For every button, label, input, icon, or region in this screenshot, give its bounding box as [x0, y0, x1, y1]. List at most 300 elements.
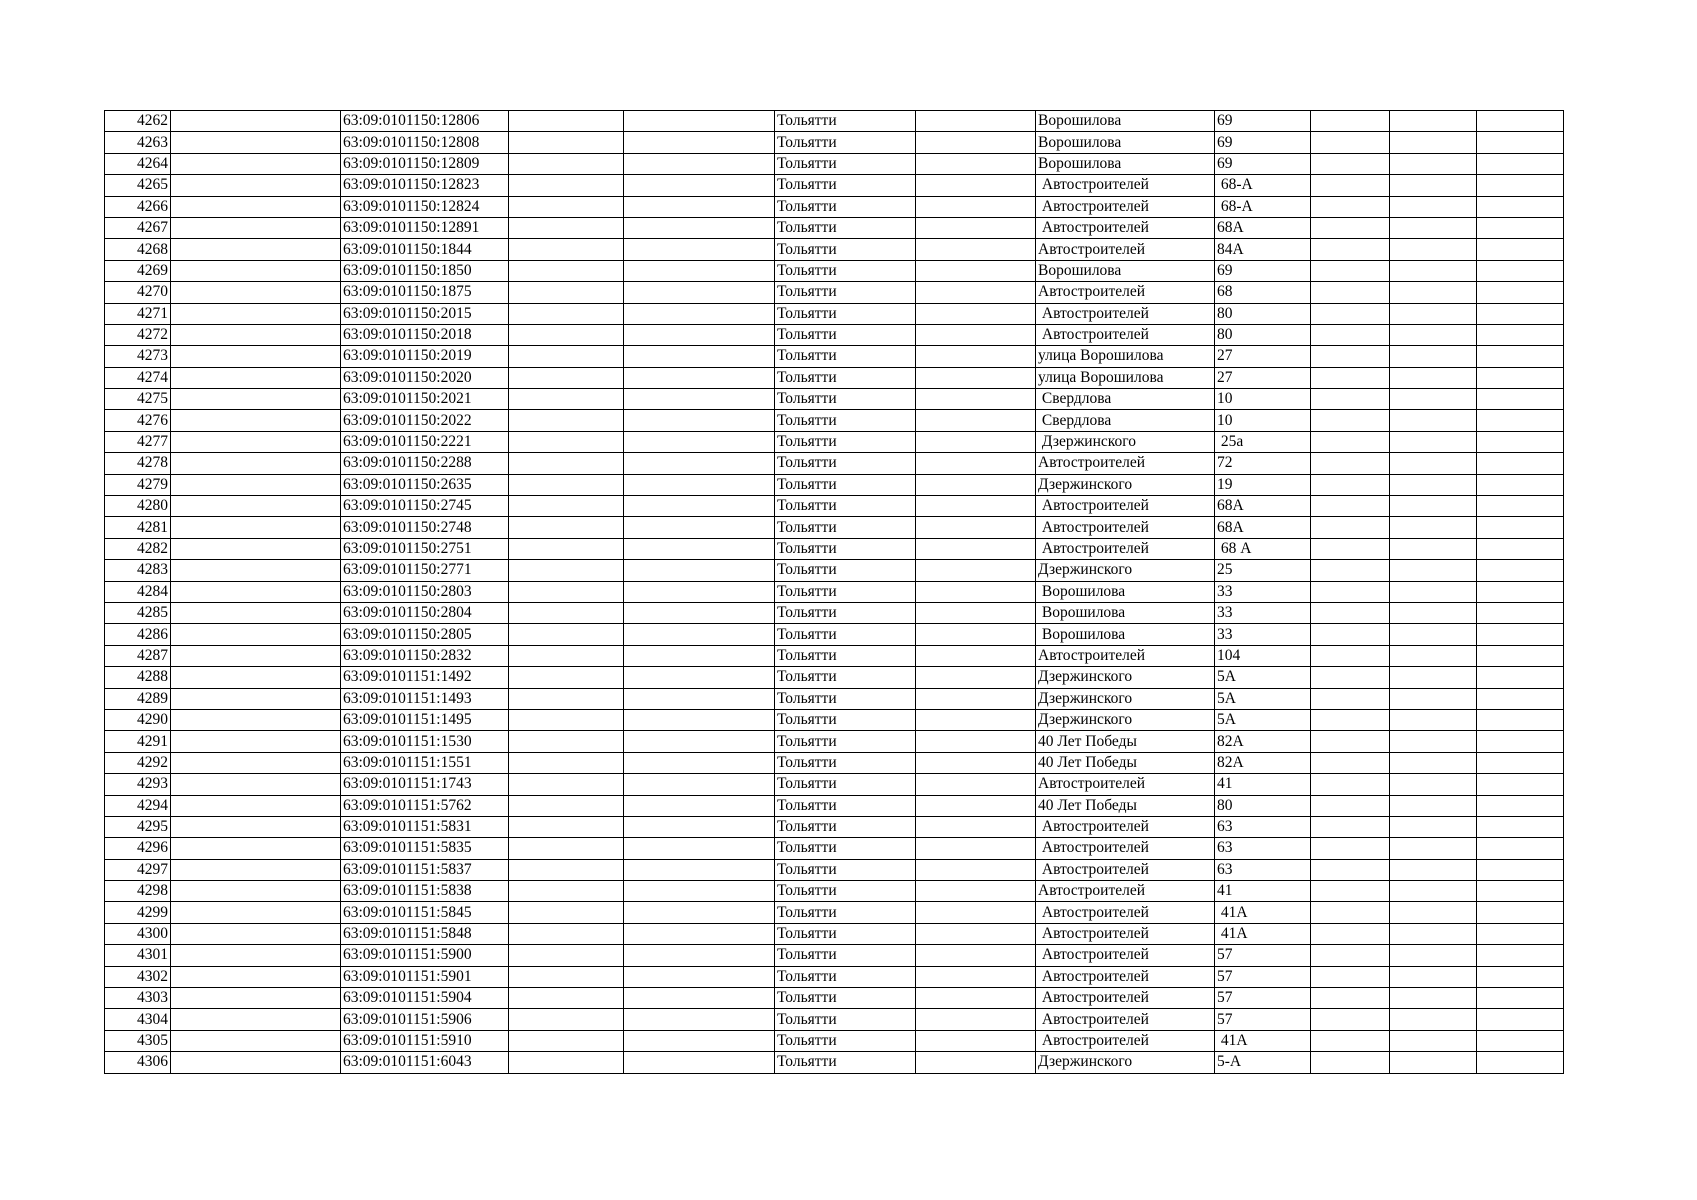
empty-cell	[916, 217, 1036, 238]
empty-cell	[1390, 496, 1477, 517]
city-cell: Тольятти	[775, 752, 916, 773]
cadastral-number-cell: 63:09:0101150:2771	[341, 560, 509, 581]
empty-cell	[509, 175, 624, 196]
table-row	[105, 731, 1564, 752]
empty-cell	[1477, 560, 1564, 581]
empty-cell	[509, 581, 624, 602]
empty-cell	[624, 731, 775, 752]
house-number-cell: 41	[1215, 881, 1311, 902]
table-row	[105, 709, 1564, 730]
empty-cell	[1390, 474, 1477, 495]
empty-cell	[509, 667, 624, 688]
empty-cell	[1311, 153, 1390, 174]
table-row	[105, 560, 1564, 581]
empty-cell	[1477, 474, 1564, 495]
empty-cell	[509, 795, 624, 816]
house-number-cell: 82А	[1215, 752, 1311, 773]
house-number-cell: 5А	[1215, 709, 1311, 730]
empty-cell	[509, 410, 624, 431]
table-row	[105, 453, 1564, 474]
table-row	[105, 111, 1564, 132]
city-cell: Тольятти	[775, 346, 916, 367]
table-row	[105, 923, 1564, 944]
street-cell: Автостроителей	[1036, 538, 1215, 559]
empty-cell	[624, 752, 775, 773]
row-number-cell: 4273	[105, 346, 171, 367]
empty-cell	[509, 153, 624, 174]
house-number-cell: 68 А	[1215, 538, 1311, 559]
empty-cell	[509, 282, 624, 303]
empty-cell	[916, 132, 1036, 153]
empty-cell	[509, 923, 624, 944]
street-cell: Автостроителей	[1036, 324, 1215, 345]
empty-cell	[509, 474, 624, 495]
empty-cell	[1477, 945, 1564, 966]
empty-cell	[1390, 667, 1477, 688]
empty-cell	[916, 731, 1036, 752]
empty-cell	[1477, 389, 1564, 410]
table-body	[105, 111, 1564, 1074]
empty-cell	[1477, 1052, 1564, 1073]
empty-cell	[1477, 324, 1564, 345]
house-number-cell: 69	[1215, 153, 1311, 174]
empty-cell	[624, 795, 775, 816]
empty-cell	[1311, 196, 1390, 217]
empty-cell	[624, 581, 775, 602]
cadastral-number-cell: 63:09:0101151:5845	[341, 902, 509, 923]
empty-cell	[624, 538, 775, 559]
empty-cell	[916, 795, 1036, 816]
empty-cell	[171, 111, 341, 132]
house-number-cell: 63	[1215, 838, 1311, 859]
row-number-cell: 4272	[105, 324, 171, 345]
empty-cell	[916, 602, 1036, 623]
empty-cell	[1311, 645, 1390, 666]
empty-cell	[171, 602, 341, 623]
empty-cell	[916, 859, 1036, 880]
empty-cell	[1390, 410, 1477, 431]
empty-cell	[916, 367, 1036, 388]
street-cell: Автостроителей	[1036, 217, 1215, 238]
row-number-cell: 4285	[105, 602, 171, 623]
house-number-cell: 68-А	[1215, 196, 1311, 217]
cadastral-number-cell: 63:09:0101150:2015	[341, 303, 509, 324]
empty-cell	[171, 838, 341, 859]
empty-cell	[624, 175, 775, 196]
empty-cell	[624, 474, 775, 495]
empty-cell	[171, 153, 341, 174]
row-number-cell: 4297	[105, 859, 171, 880]
empty-cell	[916, 517, 1036, 538]
cadastral-number-cell: 63:09:0101151:5835	[341, 838, 509, 859]
empty-cell	[916, 688, 1036, 709]
empty-cell	[916, 538, 1036, 559]
empty-cell	[509, 1009, 624, 1030]
empty-cell	[1477, 453, 1564, 474]
empty-cell	[624, 132, 775, 153]
house-number-cell: 27	[1215, 346, 1311, 367]
table-row	[105, 239, 1564, 260]
house-number-cell: 68А	[1215, 517, 1311, 538]
empty-cell	[171, 1030, 341, 1051]
cadastral-number-cell: 63:09:0101151:1493	[341, 688, 509, 709]
cadastral-number-cell: 63:09:0101151:1492	[341, 667, 509, 688]
cadastral-number-cell: 63:09:0101150:2748	[341, 517, 509, 538]
cadastral-number-cell: 63:09:0101150:12809	[341, 153, 509, 174]
row-number-cell: 4298	[105, 881, 171, 902]
empty-cell	[1390, 816, 1477, 837]
empty-cell	[509, 945, 624, 966]
empty-cell	[171, 795, 341, 816]
cadastral-number-cell: 63:09:0101150:12824	[341, 196, 509, 217]
row-number-cell: 4269	[105, 260, 171, 281]
cadastral-number-cell: 63:09:0101150:2022	[341, 410, 509, 431]
city-cell: Тольятти	[775, 217, 916, 238]
empty-cell	[1390, 581, 1477, 602]
house-number-cell: 33	[1215, 602, 1311, 623]
city-cell: Тольятти	[775, 303, 916, 324]
empty-cell	[624, 1030, 775, 1051]
city-cell: Тольятти	[775, 560, 916, 581]
empty-cell	[916, 667, 1036, 688]
house-number-cell: 25а	[1215, 431, 1311, 452]
empty-cell	[171, 902, 341, 923]
empty-cell	[624, 111, 775, 132]
empty-cell	[171, 581, 341, 602]
street-cell: Автостроителей	[1036, 1030, 1215, 1051]
empty-cell	[509, 453, 624, 474]
table-row	[105, 752, 1564, 773]
empty-cell	[624, 945, 775, 966]
house-number-cell: 57	[1215, 988, 1311, 1009]
empty-cell	[171, 688, 341, 709]
empty-cell	[1477, 538, 1564, 559]
table-row	[105, 602, 1564, 623]
empty-cell	[1390, 902, 1477, 923]
row-number-cell: 4283	[105, 560, 171, 581]
empty-cell	[624, 624, 775, 645]
empty-cell	[1390, 731, 1477, 752]
empty-cell	[1477, 496, 1564, 517]
cadastral-number-cell: 63:09:0101150:2635	[341, 474, 509, 495]
city-cell: Тольятти	[775, 1030, 916, 1051]
empty-cell	[916, 410, 1036, 431]
empty-cell	[1477, 1030, 1564, 1051]
city-cell: Тольятти	[775, 988, 916, 1009]
empty-cell	[1311, 966, 1390, 987]
empty-cell	[1390, 282, 1477, 303]
table-row	[105, 324, 1564, 345]
empty-cell	[1311, 282, 1390, 303]
empty-cell	[509, 816, 624, 837]
empty-cell	[624, 346, 775, 367]
city-cell: Тольятти	[775, 902, 916, 923]
empty-cell	[1311, 581, 1390, 602]
city-cell: Тольятти	[775, 410, 916, 431]
row-number-cell: 4288	[105, 667, 171, 688]
empty-cell	[509, 367, 624, 388]
empty-cell	[1390, 966, 1477, 987]
house-number-cell: 10	[1215, 389, 1311, 410]
row-number-cell: 4275	[105, 389, 171, 410]
row-number-cell: 4304	[105, 1009, 171, 1030]
empty-cell	[1390, 752, 1477, 773]
empty-cell	[624, 217, 775, 238]
house-number-cell: 69	[1215, 111, 1311, 132]
empty-cell	[624, 431, 775, 452]
row-number-cell: 4296	[105, 838, 171, 859]
table-row	[105, 496, 1564, 517]
street-cell: улица Ворошилова	[1036, 367, 1215, 388]
empty-cell	[171, 517, 341, 538]
empty-cell	[171, 431, 341, 452]
empty-cell	[171, 645, 341, 666]
empty-cell	[509, 560, 624, 581]
street-cell: Ворошилова	[1036, 153, 1215, 174]
row-number-cell: 4299	[105, 902, 171, 923]
city-cell: Тольятти	[775, 367, 916, 388]
city-cell: Тольятти	[775, 1009, 916, 1030]
empty-cell	[509, 902, 624, 923]
empty-cell	[171, 752, 341, 773]
row-number-cell: 4268	[105, 239, 171, 260]
empty-cell	[624, 153, 775, 174]
empty-cell	[171, 196, 341, 217]
street-cell: Автостроителей	[1036, 881, 1215, 902]
empty-cell	[509, 731, 624, 752]
city-cell: Тольятти	[775, 175, 916, 196]
house-number-cell: 19	[1215, 474, 1311, 495]
table-row	[105, 667, 1564, 688]
empty-cell	[1390, 367, 1477, 388]
empty-cell	[916, 474, 1036, 495]
house-number-cell: 82А	[1215, 731, 1311, 752]
empty-cell	[916, 902, 1036, 923]
empty-cell	[1311, 688, 1390, 709]
house-number-cell: 68А	[1215, 217, 1311, 238]
city-cell: Тольятти	[775, 859, 916, 880]
city-cell: Тольятти	[775, 731, 916, 752]
table-row	[105, 1052, 1564, 1073]
empty-cell	[171, 453, 341, 474]
cadastral-number-cell: 63:09:0101150:2805	[341, 624, 509, 645]
cadastral-number-cell: 63:09:0101151:5762	[341, 795, 509, 816]
street-cell: 40 Лет Победы	[1036, 752, 1215, 773]
row-number-cell: 4286	[105, 624, 171, 645]
empty-cell	[916, 645, 1036, 666]
table-row	[105, 816, 1564, 837]
row-number-cell: 4281	[105, 517, 171, 538]
table-row	[105, 988, 1564, 1009]
city-cell: Тольятти	[775, 474, 916, 495]
empty-cell	[1390, 260, 1477, 281]
empty-cell	[509, 346, 624, 367]
empty-cell	[171, 816, 341, 837]
city-cell: Тольятти	[775, 838, 916, 859]
empty-cell	[171, 496, 341, 517]
street-cell: улица Ворошилова	[1036, 346, 1215, 367]
cadastral-number-cell: 63:09:0101150:1875	[341, 282, 509, 303]
house-number-cell: 33	[1215, 624, 1311, 645]
street-cell: Автостроителей	[1036, 902, 1215, 923]
empty-cell	[1311, 453, 1390, 474]
empty-cell	[1311, 816, 1390, 837]
street-cell: Автостроителей	[1036, 645, 1215, 666]
street-cell: Автостроителей	[1036, 774, 1215, 795]
house-number-cell: 80	[1215, 303, 1311, 324]
empty-cell	[171, 175, 341, 196]
empty-cell	[916, 1009, 1036, 1030]
empty-cell	[624, 645, 775, 666]
empty-cell	[916, 881, 1036, 902]
table-row	[105, 474, 1564, 495]
row-number-cell: 4287	[105, 645, 171, 666]
empty-cell	[916, 196, 1036, 217]
empty-cell	[1477, 731, 1564, 752]
empty-cell	[624, 367, 775, 388]
empty-cell	[171, 538, 341, 559]
empty-cell	[916, 431, 1036, 452]
empty-cell	[1311, 175, 1390, 196]
empty-cell	[171, 324, 341, 345]
street-cell: Дзержинского	[1036, 688, 1215, 709]
cadastral-number-cell: 63:09:0101151:5901	[341, 966, 509, 987]
empty-cell	[916, 346, 1036, 367]
empty-cell	[916, 988, 1036, 1009]
house-number-cell: 41А	[1215, 1030, 1311, 1051]
table-row	[105, 859, 1564, 880]
empty-cell	[916, 453, 1036, 474]
empty-cell	[1311, 859, 1390, 880]
row-number-cell: 4293	[105, 774, 171, 795]
empty-cell	[1477, 859, 1564, 880]
empty-cell	[1390, 111, 1477, 132]
table-row	[105, 389, 1564, 410]
cadastral-number-cell: 63:09:0101151:5831	[341, 816, 509, 837]
table-row	[105, 153, 1564, 174]
street-cell: Дзержинского	[1036, 431, 1215, 452]
empty-cell	[1390, 709, 1477, 730]
empty-cell	[1390, 431, 1477, 452]
empty-cell	[171, 709, 341, 730]
empty-cell	[1477, 988, 1564, 1009]
empty-cell	[624, 260, 775, 281]
empty-cell	[916, 923, 1036, 944]
empty-cell	[509, 859, 624, 880]
empty-cell	[1311, 260, 1390, 281]
house-number-cell: 63	[1215, 816, 1311, 837]
city-cell: Тольятти	[775, 624, 916, 645]
street-cell: Автостроителей	[1036, 239, 1215, 260]
cadastral-number-cell: 63:09:0101150:1844	[341, 239, 509, 260]
cadastral-number-cell: 63:09:0101150:2803	[341, 581, 509, 602]
empty-cell	[624, 816, 775, 837]
empty-cell	[509, 752, 624, 773]
empty-cell	[1311, 560, 1390, 581]
empty-cell	[1311, 410, 1390, 431]
row-number-cell: 4292	[105, 752, 171, 773]
empty-cell	[1477, 902, 1564, 923]
empty-cell	[1311, 239, 1390, 260]
empty-cell	[916, 496, 1036, 517]
empty-cell	[624, 1052, 775, 1073]
city-cell: Тольятти	[775, 496, 916, 517]
cadastral-number-cell: 63:09:0101151:5848	[341, 923, 509, 944]
city-cell: Тольятти	[775, 667, 916, 688]
street-cell: Автостроителей	[1036, 988, 1215, 1009]
cadastral-number-cell: 63:09:0101150:2804	[341, 602, 509, 623]
empty-cell	[171, 667, 341, 688]
empty-cell	[1311, 923, 1390, 944]
empty-cell	[1311, 496, 1390, 517]
cadastral-number-cell: 63:09:0101150:1850	[341, 260, 509, 281]
empty-cell	[1390, 795, 1477, 816]
empty-cell	[624, 881, 775, 902]
empty-cell	[1390, 1009, 1477, 1030]
street-cell: Автостроителей	[1036, 175, 1215, 196]
empty-cell	[171, 217, 341, 238]
empty-cell	[171, 346, 341, 367]
empty-cell	[1311, 517, 1390, 538]
house-number-cell: 41А	[1215, 902, 1311, 923]
empty-cell	[1311, 667, 1390, 688]
row-number-cell: 4265	[105, 175, 171, 196]
street-cell: Автостроителей	[1036, 196, 1215, 217]
empty-cell	[1390, 859, 1477, 880]
empty-cell	[916, 581, 1036, 602]
street-cell: Автостроителей	[1036, 1009, 1215, 1030]
house-number-cell: 69	[1215, 132, 1311, 153]
empty-cell	[1390, 153, 1477, 174]
empty-cell	[916, 945, 1036, 966]
empty-cell	[171, 560, 341, 581]
city-cell: Тольятти	[775, 688, 916, 709]
empty-cell	[1477, 602, 1564, 623]
empty-cell	[171, 624, 341, 645]
city-cell: Тольятти	[775, 881, 916, 902]
empty-cell	[1390, 389, 1477, 410]
empty-cell	[1477, 239, 1564, 260]
house-number-cell: 57	[1215, 966, 1311, 987]
empty-cell	[1311, 303, 1390, 324]
empty-cell	[1477, 367, 1564, 388]
empty-cell	[1390, 688, 1477, 709]
table-row	[105, 1030, 1564, 1051]
street-cell: Дзержинского	[1036, 474, 1215, 495]
street-cell: Автостроителей	[1036, 945, 1215, 966]
empty-cell	[509, 431, 624, 452]
empty-cell	[1311, 217, 1390, 238]
empty-cell	[1390, 838, 1477, 859]
empty-cell	[171, 132, 341, 153]
table-row	[105, 902, 1564, 923]
cadastral-number-cell: 63:09:0101150:12823	[341, 175, 509, 196]
city-cell: Тольятти	[775, 389, 916, 410]
empty-cell	[624, 389, 775, 410]
cadastral-number-cell: 63:09:0101151:5904	[341, 988, 509, 1009]
empty-cell	[509, 709, 624, 730]
empty-cell	[1311, 709, 1390, 730]
row-number-cell: 4266	[105, 196, 171, 217]
house-number-cell: 69	[1215, 260, 1311, 281]
empty-cell	[1311, 881, 1390, 902]
street-cell: Ворошилова	[1036, 111, 1215, 132]
house-number-cell: 80	[1215, 324, 1311, 345]
street-cell: Ворошилова	[1036, 602, 1215, 623]
empty-cell	[1390, 132, 1477, 153]
empty-cell	[1477, 303, 1564, 324]
empty-cell	[916, 624, 1036, 645]
